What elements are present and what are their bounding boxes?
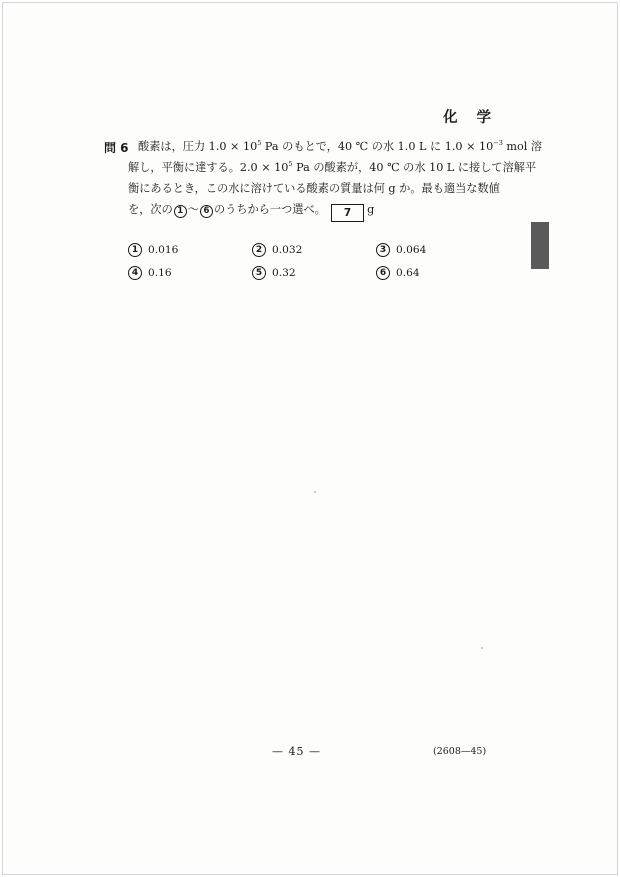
option-value: 0.16 [148,267,172,279]
question-line-4: を，次の 1 〜 6 のうちから一つ選べ。 7 g [128,199,503,222]
page-code: (2608—45) [433,746,487,757]
option-2[interactable] [252,243,302,257]
circled-number-icon: 1 [174,205,187,218]
circled-number-icon: 2 [252,243,266,257]
scan-speck [481,647,483,649]
option-value: 0.032 [272,244,303,256]
option-4[interactable] [128,266,172,280]
section-side-tab [531,222,549,269]
circled-number-icon: 3 [376,243,390,257]
option-value: 0.016 [148,244,179,256]
option-6[interactable] [376,266,420,280]
question-line-2: 解し，平衡に達する。$2.0 \times 10^5$ Pa の酸素が，40 ℃ の水 10 L に接して溶解平 [128,160,537,174]
circled-number-icon: 1 [128,243,142,257]
page-number: — 45 — [272,745,321,758]
option-1[interactable] [128,243,178,257]
option-value: 0.64 [396,267,420,279]
subject-heading: 化 学 [442,110,498,126]
question-number: 問 6 [104,141,129,155]
option-value: 0.32 [272,267,296,279]
question-line-3: 衡にあるとき，この水に溶けている酸素の質量は何 g か。最も適当な数値 [128,182,500,195]
question-text [128,136,543,222]
option-5[interactable] [252,266,296,280]
scan-speck [314,491,316,493]
question-line-1: 酸素は，圧力 $1.0 \times 10^5$ Pa のもとで，40 ℃ の水 1.0 L に $1.0 \times 10^{-3}$ mol 溶 [138,139,543,153]
option-3[interactable] [376,243,426,257]
circled-number-icon: 5 [252,266,266,280]
option-value: 0.064 [396,244,427,256]
circled-number-icon: 4 [128,266,142,280]
circled-number-icon: 6 [376,266,390,280]
circled-number-icon: 6 [200,205,213,218]
answer-box[interactable]: 7 [331,204,364,222]
